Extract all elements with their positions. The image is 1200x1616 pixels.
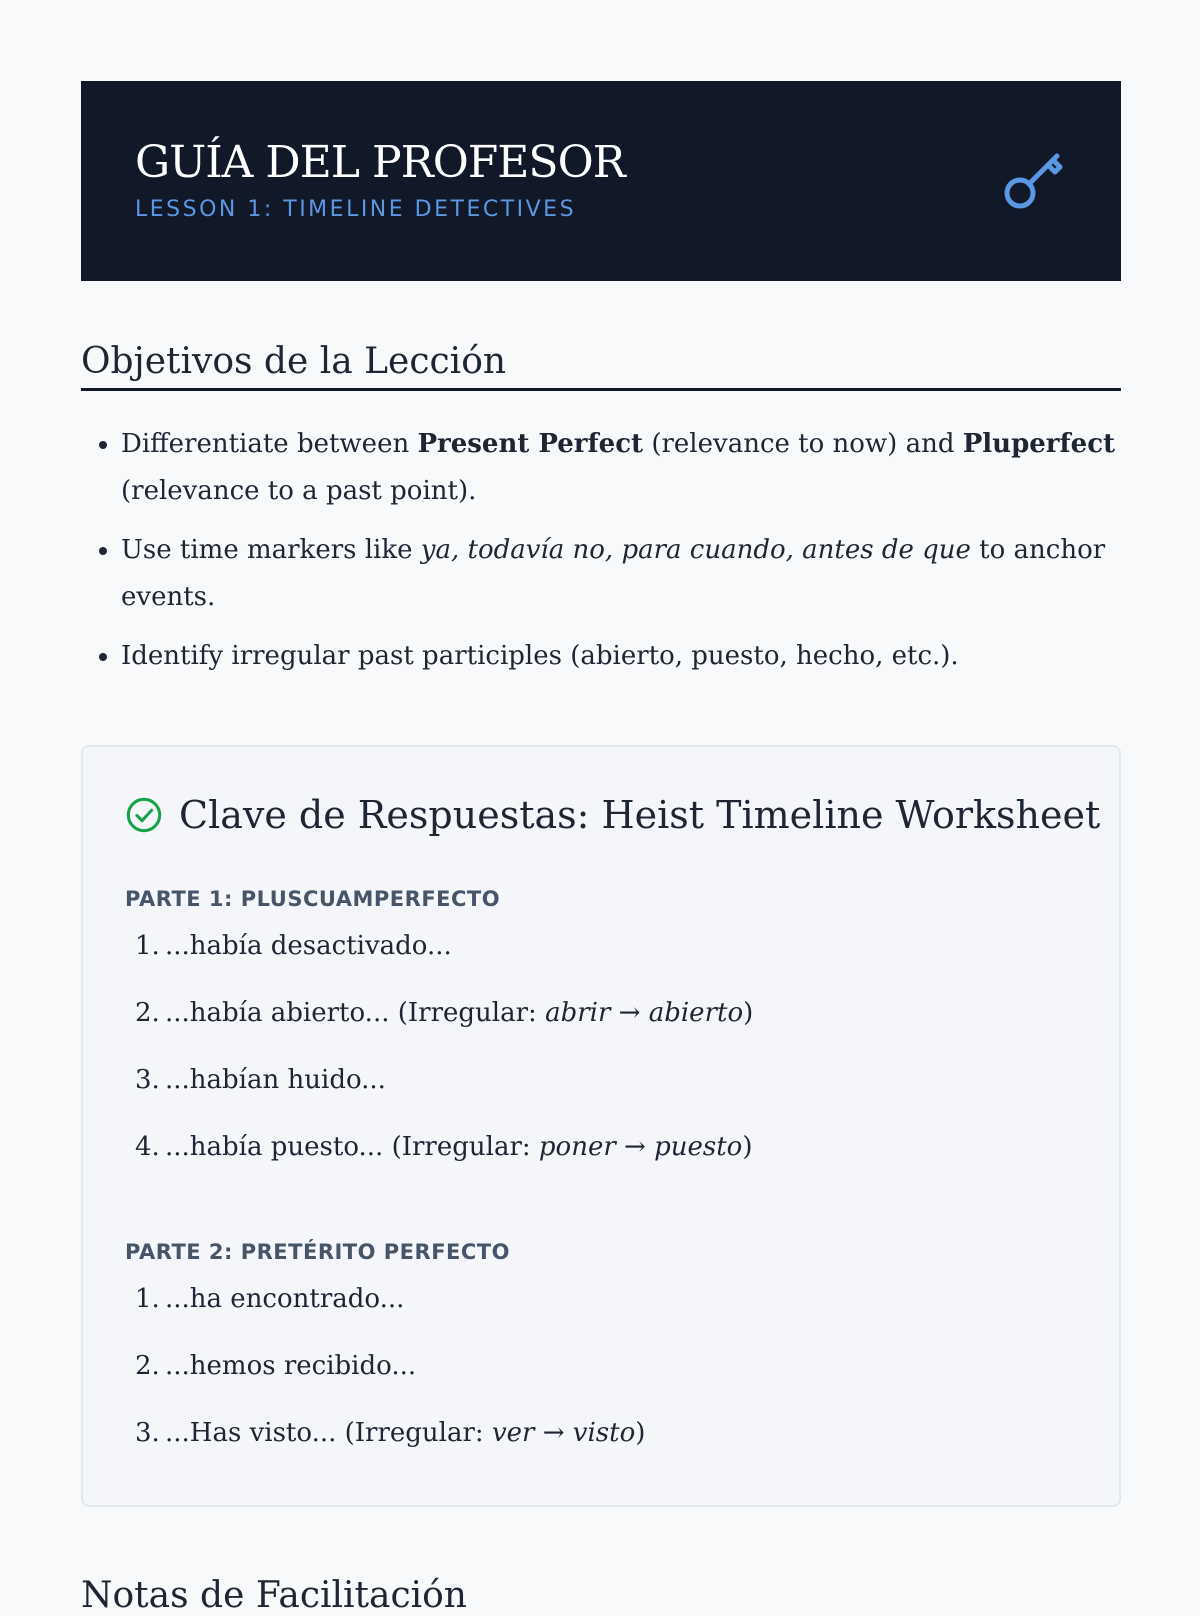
part-2-label: PARTE 2: PRETÉRITO PERFECTO bbox=[125, 1240, 510, 1264]
teacher-guide-page bbox=[81, 81, 1121, 1616]
infinitive: poner bbox=[538, 1132, 616, 1162]
answer-item bbox=[135, 1346, 1095, 1413]
answer-text: ...habían huido... bbox=[165, 1065, 386, 1095]
objective-text: (relevance to now) and bbox=[643, 429, 963, 459]
answer-text: ...había abierto... (Irregular: bbox=[165, 998, 546, 1028]
objective-emphasis: Present Perfect bbox=[417, 429, 644, 459]
objective-time-markers: ya, todavía no, para cuando, antes de que bbox=[420, 535, 971, 565]
answer-text: ...había desactivado... bbox=[165, 931, 452, 961]
answer-number: 2. bbox=[135, 998, 160, 1028]
answer-item bbox=[135, 1413, 1095, 1480]
answer-text: ...había puesto... (Irregular: bbox=[165, 1132, 539, 1162]
closing-paren: ) bbox=[742, 1132, 753, 1162]
objective-emphasis: Pluperfect bbox=[962, 429, 1116, 459]
answer-text: ...hemos recibido... bbox=[165, 1351, 417, 1381]
objective-text: Differentiate between bbox=[121, 429, 418, 459]
answer-number: 2. bbox=[135, 1351, 160, 1381]
arrow: → bbox=[615, 1132, 655, 1162]
key-icon bbox=[1002, 149, 1066, 213]
objective-text: Use time markers like bbox=[121, 535, 421, 565]
objective-item bbox=[121, 421, 1121, 515]
answer-text: ...ha encontrado... bbox=[165, 1284, 405, 1314]
answer-key-card bbox=[81, 745, 1121, 1507]
objectives-heading: Objetivos de la Lección bbox=[81, 341, 1121, 391]
facilitation-notes-heading: Notas de Facilitación bbox=[81, 1575, 467, 1616]
answer-number: 3. bbox=[135, 1418, 160, 1448]
check-circle-icon bbox=[125, 796, 163, 834]
participle: puesto bbox=[654, 1132, 743, 1162]
arrow: → bbox=[534, 1418, 573, 1448]
answer-item bbox=[135, 1127, 1095, 1194]
part-1-label: PARTE 1: PLUSCUAMPERFECTO bbox=[125, 887, 501, 911]
answer-key-heading bbox=[125, 793, 1100, 837]
participle: abierto bbox=[648, 998, 744, 1028]
arrow: → bbox=[610, 998, 649, 1028]
lesson-subtitle: LESSON 1: TIMELINE DETECTIVES bbox=[135, 197, 577, 222]
infinitive: abrir bbox=[545, 998, 611, 1028]
participle: visto bbox=[572, 1418, 636, 1448]
answer-item bbox=[135, 1279, 1095, 1346]
answer-key-title: Clave de Respuestas: Heist Timeline Worksheet bbox=[179, 793, 1101, 837]
answer-text: ...Has visto... (Irregular: bbox=[165, 1418, 492, 1448]
answer-number: 1. bbox=[135, 1284, 160, 1314]
answer-item bbox=[135, 993, 1095, 1060]
objective-text: (relevance to a past point). bbox=[121, 476, 477, 506]
answer-number: 4. bbox=[135, 1132, 160, 1162]
part-1-answers bbox=[135, 926, 1095, 1194]
answer-item bbox=[135, 1060, 1095, 1127]
answer-number: 3. bbox=[135, 1065, 160, 1095]
infinitive: ver bbox=[491, 1418, 535, 1448]
closing-paren: ) bbox=[635, 1418, 646, 1448]
objective-item bbox=[121, 633, 1121, 680]
answer-number: 1. bbox=[135, 931, 160, 961]
guide-header bbox=[81, 81, 1121, 281]
objective-text: Identify irregular past participles (abierto, puesto, hecho, etc.). bbox=[121, 641, 959, 671]
part-2-answers bbox=[135, 1279, 1095, 1480]
objective-text: to anchor events. bbox=[121, 535, 1106, 612]
answer-item bbox=[135, 926, 1095, 993]
closing-paren: ) bbox=[743, 998, 754, 1028]
guide-title: GUÍA DEL PROFESOR bbox=[135, 137, 625, 188]
objectives-list bbox=[81, 421, 1121, 692]
objective-item bbox=[121, 527, 1121, 621]
